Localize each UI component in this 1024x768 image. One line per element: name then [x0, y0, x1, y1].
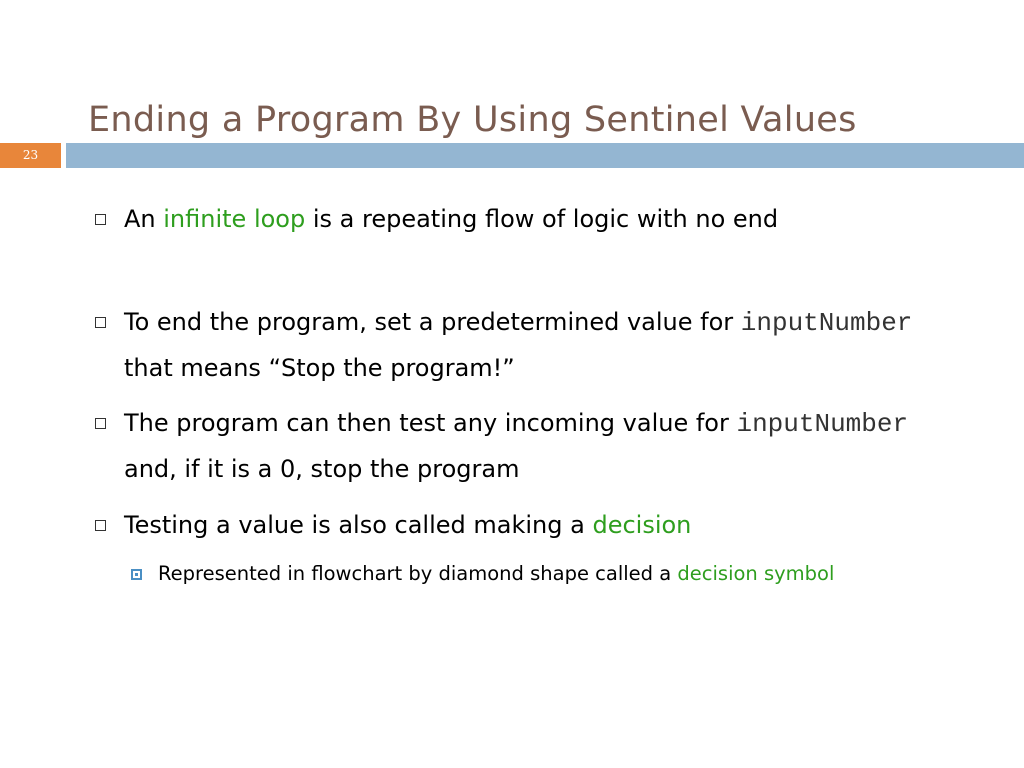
bullet-text: Testing a value is also called making a — [124, 511, 593, 539]
highlighted-term: decision symbol — [677, 562, 835, 585]
slide-title: Ending a Program By Using Sentinel Values — [88, 100, 857, 140]
bullet-text: and, if it is a 0, stop the program — [124, 455, 520, 483]
square-sub-bullet-icon — [131, 569, 142, 580]
sub-bullet-item — [158, 556, 918, 592]
square-bullet-icon — [95, 317, 106, 328]
bullet-item — [124, 197, 914, 242]
bullet-item — [124, 300, 914, 391]
bullet-item — [124, 401, 914, 492]
code-term: inputNumber — [740, 308, 913, 338]
bullet-text: An — [124, 205, 164, 233]
bullet-item — [124, 503, 914, 548]
square-bullet-icon — [95, 214, 106, 225]
bullet-text: The program can then test any incoming value for — [124, 409, 737, 437]
highlighted-term: decision — [592, 511, 692, 539]
bullet-text: is a repeating flow of logic with no end — [305, 205, 779, 233]
highlighted-term: infinite loop — [163, 205, 306, 233]
code-term: inputNumber — [736, 409, 909, 439]
bullet-text: To end the program, set a predetermined value for — [124, 308, 741, 336]
sub-bullet-text: Represented in flowchart by diamond shape called a — [158, 562, 678, 585]
bullet-text: that means “Stop the program!” — [124, 354, 515, 382]
square-bullet-icon — [95, 520, 106, 531]
square-bullet-icon — [95, 418, 106, 429]
slide-number-badge: 23 — [0, 143, 61, 168]
